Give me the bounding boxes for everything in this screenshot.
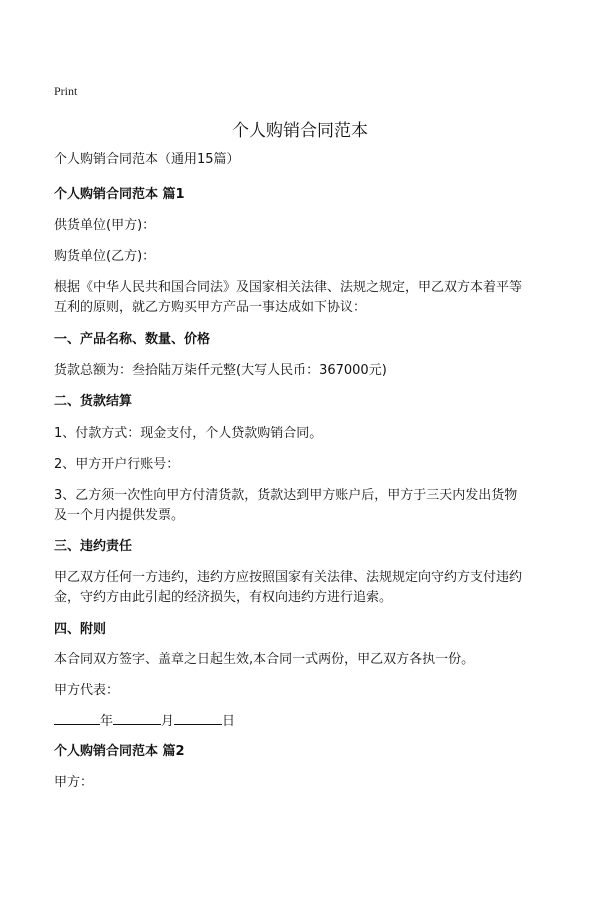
party-a-label: 甲方： <box>54 775 94 790</box>
day-label: 日 <box>222 714 236 729</box>
print-link[interactable]: Print <box>54 84 78 98</box>
document-title: 个人购销合同范本 <box>232 121 368 141</box>
signing-date-line <box>54 710 550 732</box>
appendix-text: 本合同双方签字、盖章之日起生效,本合同一式两份，甲乙双方各执一份。 <box>54 652 475 667</box>
bank-account: 2、甲方开户行账号： <box>54 457 180 472</box>
total-amount: 货款总额为：叁拾陆万柒仟元整(大写人民币：367000元) <box>54 363 387 378</box>
intro-line-1: 根据《中华人民共和国合同法》及国家相关法律、法规之规定，甲乙双方本着平等 <box>54 280 523 295</box>
heading-payment: 二、货款结算 <box>54 394 133 409</box>
day-blank <box>174 710 222 725</box>
party-a-representative: 甲方代表： <box>54 683 120 698</box>
payment-method: 1、付款方式：现金支付，个人贷款购销合同。 <box>54 426 323 441</box>
section2-heading: 个人购销合同范本 篇2 <box>54 744 185 759</box>
section1-heading: 个人购销合同范本 篇1 <box>54 187 185 202</box>
supplier-label: 供货单位(甲方)： <box>54 218 156 233</box>
payment-term-line-1: 3、乙方须一次性向甲方付清货款，货款达到甲方账户后，甲方于三天内发出货物 <box>54 488 518 503</box>
document-subtitle: 个人购销合同范本（通用15篇） <box>54 152 240 167</box>
year-label: 年 <box>100 714 114 729</box>
liability-line-1: 甲乙双方任何一方违约，违约方应按照国家有关法律、法规规定向守约方支付违约 <box>54 570 523 585</box>
intro-line-2: 互利的原则，就乙方购买甲方产品一事达成如下协议： <box>54 300 367 315</box>
year-blank <box>54 710 100 725</box>
buyer-label: 购货单位(乙方)： <box>54 249 156 264</box>
payment-term-line-2: 及一个月内提供发票。 <box>54 508 185 523</box>
heading-liability: 三、违约责任 <box>54 539 133 554</box>
month-blank <box>113 710 161 725</box>
heading-appendix: 四、附则 <box>54 622 107 637</box>
heading-product: 一、产品名称、数量、价格 <box>54 332 211 347</box>
month-label: 月 <box>161 714 175 729</box>
liability-line-2: 金，守约方由此引起的经济损失，有权向违约方进行追索。 <box>54 590 393 605</box>
